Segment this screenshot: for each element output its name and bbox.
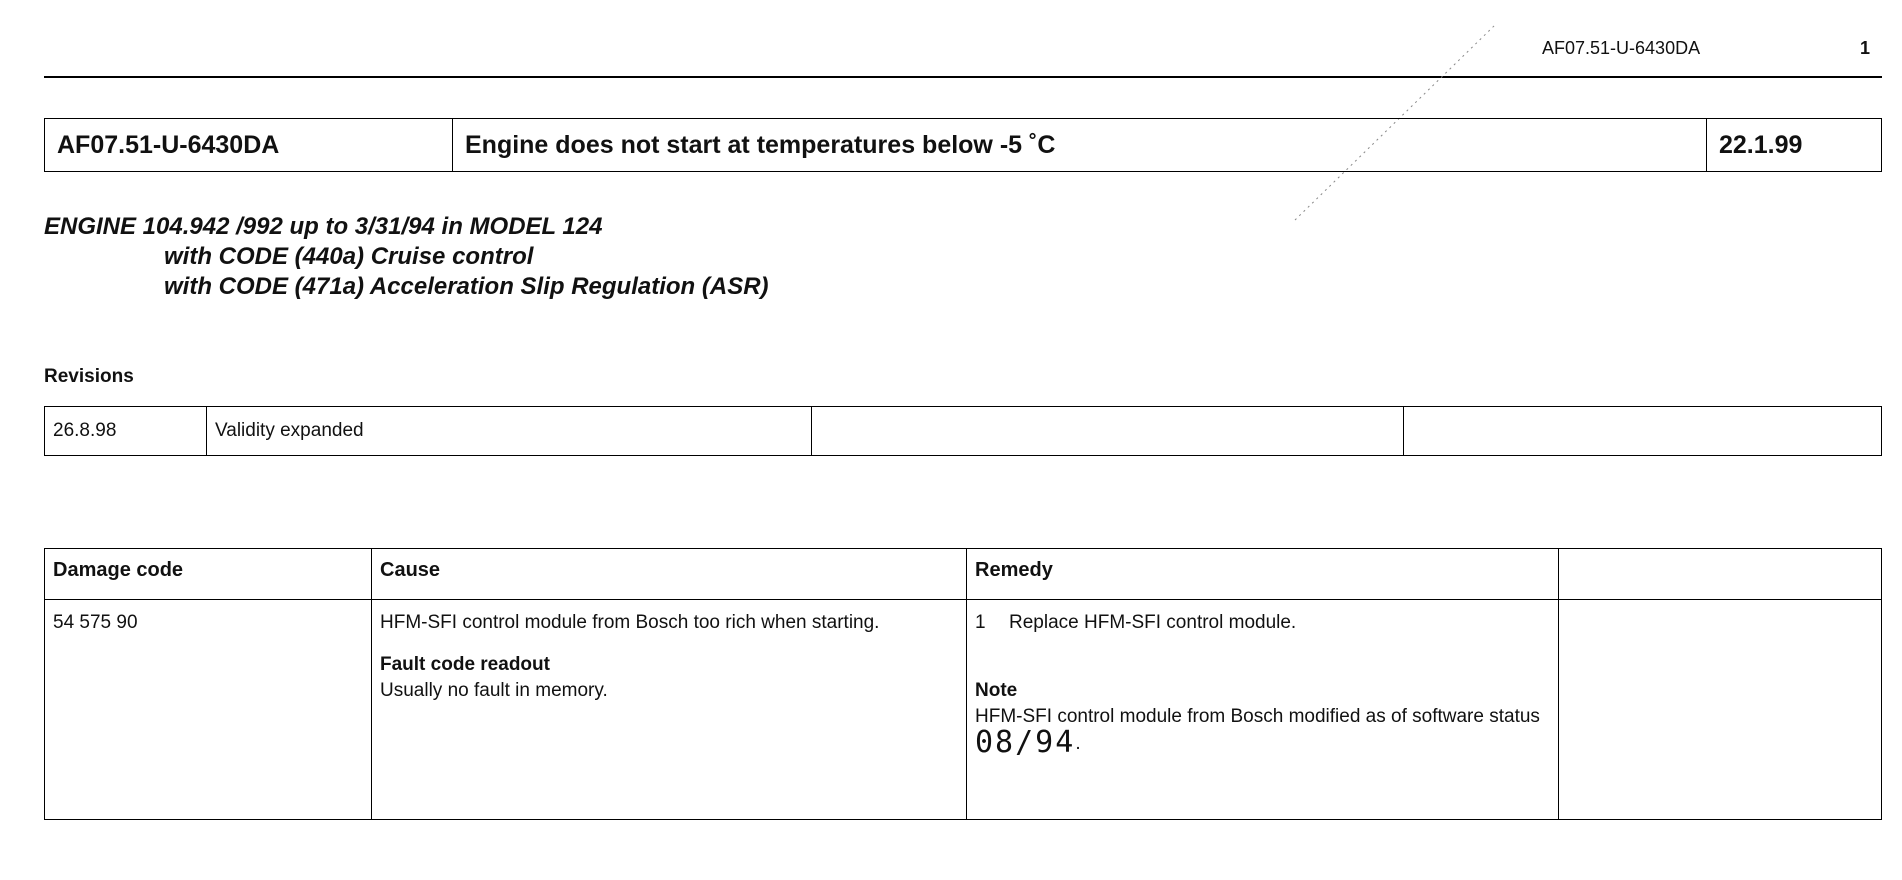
header-damage-code: Damage code [45,549,372,600]
cause-cell [372,600,967,820]
damage-code-value: 54 575 90 [45,600,372,820]
title-code-cell: AF07.51-U-6430DA [45,119,453,172]
header-remedy: Remedy [967,549,1559,600]
remedy-step-text: Replace HFM-SFI control module. [1009,612,1297,633]
title-table [44,118,1882,172]
revision-date: 26.8.98 [45,407,207,456]
note-end: . [1075,733,1081,754]
remedy-step-number: 1 [975,612,986,633]
fault-text: Usually no fault in memory. [380,680,608,701]
software-status: 08/94 [975,725,1076,760]
revisions-table [44,406,1882,456]
revision-text: Validity expanded [207,407,812,456]
engine-line-2: with CODE (440a) Cruise control [164,243,534,270]
fault-heading: Fault code readout [380,654,550,675]
remedy-cell [967,600,1559,820]
note-body [975,704,1550,760]
damage-table [44,548,1882,820]
cause-text: HFM-SFI control module from Bosch too rich when starting. [380,612,880,633]
revision-col3 [812,407,1404,456]
header-rule [44,76,1882,78]
header-extra [1559,549,1882,600]
document-code-header: AF07.51-U-6430DA [1542,38,1701,58]
remedy-step [975,610,1550,636]
revisions-label: Revisions [44,366,134,387]
title-date-cell: 22.1.99 [1707,119,1882,172]
revision-col4 [1404,407,1882,456]
header-cause: Cause [372,549,967,600]
engine-applicability [44,212,769,302]
table-row [45,600,1882,820]
engine-line-1: ENGINE 104.942 /992 up to 3/31/94 in MODEL 124 [44,213,603,240]
damage-table-header [45,549,1882,600]
note-heading: Note [975,680,1018,701]
page-number: 1 [1860,38,1871,58]
title-text-cell: Engine does not start at temperatures below -5 ˚C [453,119,1707,172]
engine-line-3: with CODE (471a) Acceleration Slip Regulation (ASR) [164,273,769,300]
note-text: HFM-SFI control module from Bosch modified as of software status [975,706,1540,727]
extra-cell [1559,600,1882,820]
revision-row [45,407,1882,456]
